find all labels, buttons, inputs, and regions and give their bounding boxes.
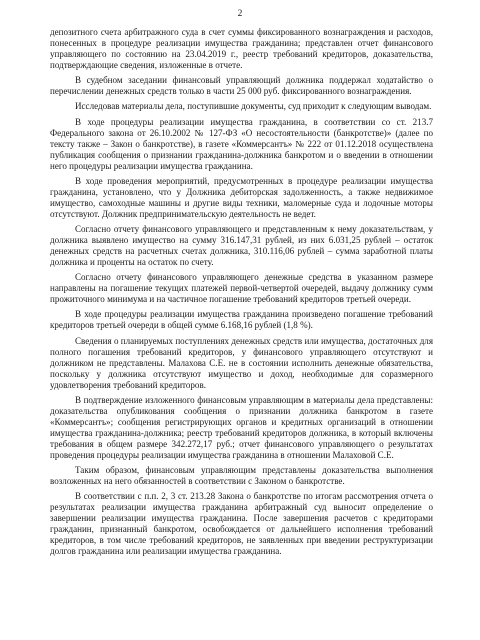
document-body (50, 27, 433, 561)
paragraph: Согласно отчету финансового управляющего денежные средства в указанном размере направлены на погашение текущих платежей первой-четвертой очередей, выдачу должнику сумм прожиточного минимума и на частичное погашение требований кредиторов третьей очереди. (50, 272, 433, 305)
paragraph: Сведения о планируемых поступлениях денежных средств или имущества, достаточных для полного погашения требований кредиторов, у финансового управляющего отсутствуют и должником не представлены. Малахова С.Е. не в состоянии исполнить денежные обязательства, поскольку у должника отсутствуют имущество и доход, необходимые для соразмерного удовлетворения требований кредиторов. (50, 335, 433, 390)
paragraph: В ходе проведения мероприятий, предусмотренных в процедуре реализации имущества гражданина, установлено, что у Должника дебиторская задолженность, а также недвижимое имущество, самоходные машины и другие виды техники, маломерные суда и лодочные моторы отсутствуют. Должник предпринимательскую деятельность не ведет. (50, 175, 433, 219)
paragraph: В судебном заседании финансовый управляющий должника поддержал ходатайство о перечислении денежных средств только в части 25 000 руб. фиксированного вознаграждения. (50, 75, 433, 97)
paragraph: В ходе процедуры реализации имущества гражданина произведено погашение требований кредиторов третьей очереди в общей сумме 6.168,16 рублей (1,8 %). (50, 309, 433, 331)
paragraph: В подтверждение изложенного финансовым управляющим в материалы дела представлены: доказательства опубликования сообщения о признании должника банкротом в газете «Коммерсантъ»; сообщения регистрирующих органов и кредитных организаций в отношении имущества гражданина-должника; реестр требований кредиторов должника, в который включены требования в общем размере 342.272,17 руб.; отчет финансового управляющего о результатах проведения процедуры реализации имущества гражданина в отношении Малаховой С.Е. (50, 394, 433, 460)
paragraph: Согласно отчету финансового управляющего и представленным к нему доказательствам, у должника выявлено имущество на сумму 316.147,31 рублей, из них 6.031,25 рублей – остаток денежных средств на расчетных счетах должника, 310.116,06 рублей – сумма заработной платы должника и проценты на остаток по счету. (50, 223, 433, 267)
paragraph: депозитного счета арбитражного суда в счет суммы фиксированного вознаграждения и расходов, понесенных в процедуре реализации имущества гражданина; представлен отчет финансового управляющего по состоянию на 23.04.2019 г., реестр требований кредиторов, доказательства, подтверждающие сведения, изложенные в отчете. (50, 27, 433, 70)
paragraph: В ходе процедуры реализации имущества гражданина, в соответствии со ст. 213.7 Федерального закона от 26.10.2002 № 127-ФЗ «О несостоятельности (банкротстве)» (далее по тексту также – Закон о банкротстве), в газете «Коммерсантъ» № 222 от 01.12.2018 осуществлена публикация сообщения о признании гражданина-должника банкротом и о введении в отношении него процедуры реализации имущества гражданина. (50, 116, 433, 171)
page-number: 2 (237, 9, 243, 19)
paragraph: Исследовав материалы дела, поступившие документы, суд приходит к следующим выводам. (75, 101, 432, 112)
paragraph: В соответствии с п.п. 2, 3 ст. 213.28 Закона о банкротстве по итогам рассмотрения отчета о результатах реализации имущества гражданина арбитражный суд выносит определение о завершении реализации имущества гражданина. После завершения расчетов с кредиторами гражданин, признанный банкротом, освобождается от дальнейшего исполнения требований кредиторов, в том числе требований кредиторов, не заявленных при введении реструктуризации долгов гражданина или реализации имущества гражданина. (50, 491, 433, 557)
paragraph: Таким образом, финансовым управляющим представлены доказательства выполнения возложенных на него обязанностей в соответствии с Законом о банкротстве. (50, 464, 433, 486)
